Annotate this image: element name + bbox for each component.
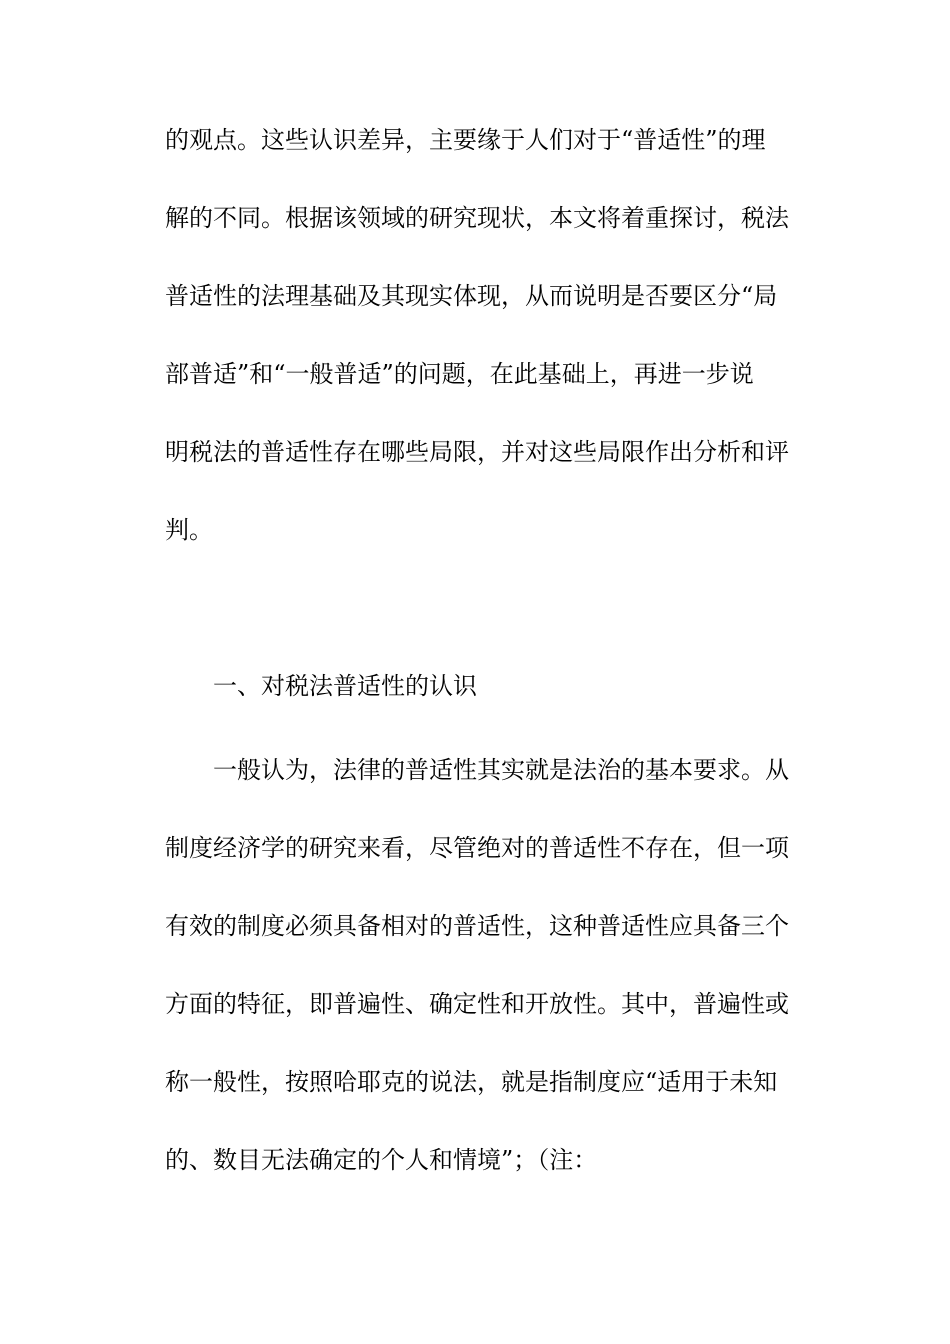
paragraph-2-line-5: 称一般性，按照哈耶克的说法，就是指制度应“适用于未知: [165, 1068, 778, 1096]
paragraph-1-line-2: 解的不同。根据该领域的研究现状，本文将着重探讨，税法: [165, 204, 789, 232]
paragraph-1-line-1: 的观点。这些认识差异，主要缘于人们对于“普适性”的理: [165, 126, 766, 154]
section-heading: 一、对税法普适性的认识: [213, 672, 477, 700]
paragraph-1-line-4: 部普适”和“一般普适”的问题，在此基础上，再进一步说: [165, 360, 754, 388]
paragraph-2-line-6: 的、数目无法确定的个人和情境”；（注：: [165, 1146, 598, 1174]
paragraph-2-line-3: 有效的制度必须具备相对的普适性，这种普适性应具备三个: [165, 912, 789, 940]
paragraph-2-line-1: 一般认为，法律的普适性其实就是法治的基本要求。从: [213, 756, 789, 784]
paragraph-1-line-6: 判。: [165, 516, 213, 544]
paragraph-2-line-2: 制度经济学的研究来看，尽管绝对的普适性不存在，但一项: [165, 834, 789, 862]
paragraph-1-line-3: 普适性的法理基础及其现实体现，从而说明是否要区分“局: [165, 282, 778, 310]
paragraph-1-line-5: 明税法的普适性存在哪些局限，并对这些局限作出分析和评: [165, 438, 789, 466]
paragraph-2-line-4: 方面的特征，即普遍性、确定性和开放性。其中，普遍性或: [165, 990, 789, 1018]
